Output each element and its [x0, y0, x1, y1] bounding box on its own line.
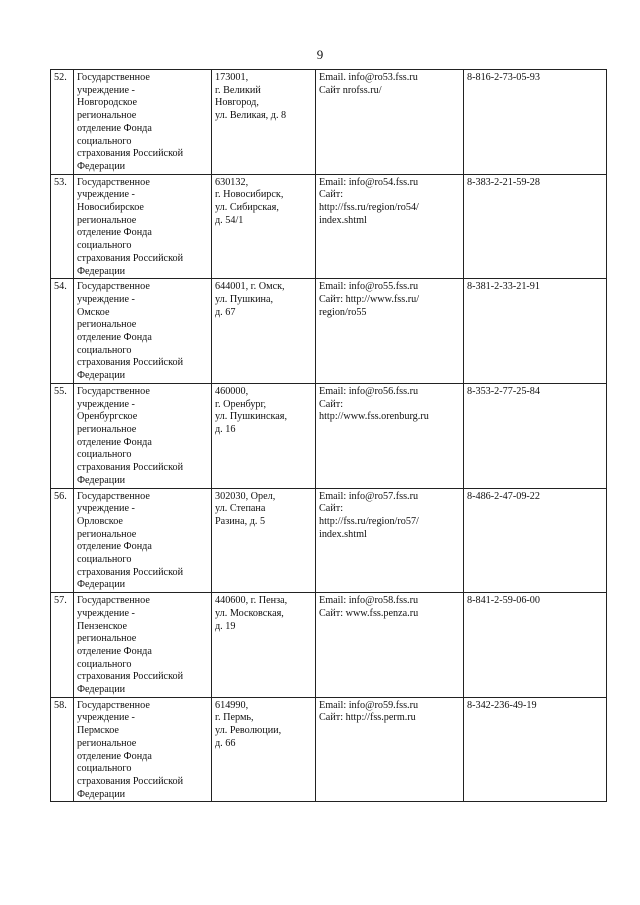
address-line: д. 16 — [215, 423, 236, 435]
organization-name-line: Государственное — [77, 281, 150, 293]
organization-name-line: Федерации — [77, 579, 126, 591]
organization-name-line: Федерации — [77, 684, 126, 696]
contact-line: Email: info@ro58.fss.ru — [319, 595, 419, 607]
address-cell — [212, 593, 316, 698]
address-line: ул. Революции, — [215, 725, 282, 737]
row-number-cell — [51, 593, 74, 698]
address-line: 614990, — [215, 699, 249, 711]
row-number: 52. — [54, 72, 67, 83]
address-cell — [212, 697, 316, 802]
organization-name-line: Государственное — [77, 385, 150, 397]
row-number: 57. — [54, 595, 67, 607]
row-number-cell — [51, 279, 74, 384]
contacts-cell — [316, 279, 464, 384]
address-line: д. 67 — [215, 306, 236, 318]
phone-number: 8-841-2-59-06-00 — [467, 595, 540, 607]
address-line: ул. Московская, — [215, 607, 284, 619]
organization-name-line: Федерации — [77, 474, 126, 486]
row-number-cell — [51, 383, 74, 488]
address-cell — [212, 279, 316, 384]
contact-line: Сайт: www.fss.penza.ru — [319, 607, 419, 619]
contact-line: Email: info@ro59.fss.ru — [319, 699, 419, 711]
address-line: ул. Пушкина, — [215, 293, 274, 305]
contact-line: http://fss.ru/region/ro54/ — [319, 202, 419, 214]
address-line: 173001, — [215, 72, 249, 83]
contact-line: Email: info@ro56.fss.ru — [319, 385, 419, 397]
organization-name-line: отделение Фонда — [77, 645, 152, 657]
table-row — [51, 383, 607, 488]
organization-name-line: социального — [77, 449, 132, 461]
organization-name-line: Омское — [77, 306, 110, 318]
address-line: г. Пермь, — [215, 712, 254, 724]
phone-number: 8-486-2-47-09-22 — [467, 490, 540, 502]
contact-line: Email: info@ro55.fss.ru — [319, 281, 419, 293]
organization-name-line: Новосибирское — [77, 202, 144, 214]
phone-number: 8-353-2-77-25-84 — [467, 385, 540, 397]
table-row — [51, 174, 607, 279]
address-line: 460000, — [215, 385, 249, 397]
organization-name-line: учреждение - — [77, 607, 135, 619]
organization-name-line: страхования Российской — [77, 671, 184, 683]
phone-cell — [464, 488, 607, 593]
contact-line: Сайт: http://www.fss.ru/ — [319, 293, 420, 305]
organization-name-line: социального — [77, 763, 132, 775]
organization-name-line: отделение Фонда — [77, 227, 152, 239]
organization-name-line: страхования Российской — [77, 357, 184, 369]
address-line: 302030, Орел, — [215, 490, 276, 502]
address-cell — [212, 488, 316, 593]
organization-name-line: Федерации — [77, 788, 126, 800]
contact-line: index.shtml — [319, 214, 367, 226]
contacts-cell — [316, 593, 464, 698]
phone-cell — [464, 70, 607, 175]
address-line: ул. Сибирская, — [215, 202, 279, 214]
organization-name-line: учреждение - — [77, 503, 135, 515]
organization-name-cell — [74, 279, 212, 384]
organization-name-line: Государственное — [77, 72, 150, 83]
organization-name-line: Федерации — [77, 370, 126, 382]
contact-line: http://www.fss.orenburg.ru — [319, 411, 429, 423]
contacts-cell — [316, 488, 464, 593]
address-line: д. 66 — [215, 737, 236, 749]
row-number: 56. — [54, 490, 67, 502]
organization-name-line: Новгородское — [77, 97, 138, 109]
organization-name-line: социального — [77, 658, 132, 670]
organization-name-line: Пензенское — [77, 620, 128, 632]
organization-name-cell — [74, 593, 212, 698]
organization-name-line: учреждение - — [77, 712, 135, 724]
phone-cell — [464, 383, 607, 488]
address-line: 440600, г. Пенза, — [215, 595, 288, 607]
address-cell — [212, 383, 316, 488]
phone-number: 8-383-2-21-59-28 — [467, 176, 540, 188]
row-number-cell — [51, 70, 74, 175]
organization-name-line: региональное — [77, 110, 137, 122]
phone-number: 8-816-2-73-05-93 — [467, 72, 540, 83]
organization-name-line: отделение Фонда — [77, 122, 152, 134]
contacts-cell — [316, 174, 464, 279]
address-line: г. Новосибирск, — [215, 189, 284, 201]
contact-line: Сайт nrofss.ru/ — [319, 84, 382, 96]
phone-cell — [464, 174, 607, 279]
organization-name-line: учреждение - — [77, 398, 135, 410]
organization-name-line: страхования Российской — [77, 566, 184, 578]
address-line: 630132, — [215, 176, 249, 188]
phone-number: 8-342-236-49-19 — [467, 699, 537, 711]
address-cell — [212, 174, 316, 279]
address-line: д. 54/1 — [215, 214, 244, 226]
address-line: г. Оренбург, — [215, 398, 267, 410]
address-cell — [212, 70, 316, 175]
address-line: 644001, г. Омск, — [215, 281, 285, 293]
organization-name-line: социального — [77, 135, 132, 147]
contacts-cell — [316, 383, 464, 488]
row-number: 54. — [54, 281, 67, 293]
phone-cell — [464, 697, 607, 802]
organization-name-line: Государственное — [77, 699, 150, 711]
address-line: Новгород, — [215, 97, 259, 109]
table-row — [51, 279, 607, 384]
phone-cell — [464, 279, 607, 384]
organization-name-line: Федерации — [77, 265, 126, 277]
address-line: ул. Пушкинская, — [215, 411, 288, 423]
page-number: 9 — [316, 47, 324, 62]
row-number: 55. — [54, 385, 67, 397]
organization-name-line: Орловское — [77, 515, 123, 527]
table-row — [51, 593, 607, 698]
organization-name-line: учреждение - — [77, 84, 135, 96]
organization-name-line: социального — [77, 344, 132, 356]
contact-line: Сайт: — [319, 398, 344, 410]
contact-line: Email: info@ro54.fss.ru — [319, 176, 419, 188]
organization-name-line: региональное — [77, 214, 137, 226]
organization-name-line: региональное — [77, 528, 137, 540]
organization-name-line: Федерации — [77, 160, 126, 172]
organization-name-line: учреждение - — [77, 293, 135, 305]
contact-line: http://fss.ru/region/ro57/ — [319, 515, 419, 527]
organization-name-line: страхования Российской — [77, 775, 184, 787]
organization-name-line: региональное — [77, 423, 137, 435]
organization-name-line: Государственное — [77, 595, 150, 607]
organization-name-cell — [74, 383, 212, 488]
phone-number: 8-381-2-33-21-91 — [467, 281, 540, 293]
organization-name-line: отделение Фонда — [77, 332, 152, 344]
organization-name-line: региональное — [77, 633, 137, 645]
organization-name-cell — [74, 174, 212, 279]
organization-name-line: социального — [77, 554, 132, 566]
contact-line: Сайт: — [319, 503, 344, 515]
row-number-cell — [51, 174, 74, 279]
table-row — [51, 697, 607, 802]
row-number-cell — [51, 488, 74, 593]
contact-line: Email: info@ro57.fss.ru — [319, 490, 419, 502]
organization-name-line: социального — [77, 240, 132, 252]
row-number: 58. — [54, 699, 67, 711]
organization-name-line: региональное — [77, 737, 137, 749]
organization-name-line: отделение Фонда — [77, 436, 152, 448]
organization-name-line: Государственное — [77, 490, 150, 502]
fss-offices-table — [50, 69, 607, 802]
contacts-cell — [316, 697, 464, 802]
organization-name-line: Оренбургское — [77, 411, 138, 423]
organization-name-line: страхования Российской — [77, 148, 184, 160]
table-row — [51, 488, 607, 593]
organization-name-line: Государственное — [77, 176, 150, 188]
organization-name-line: учреждение - — [77, 189, 135, 201]
address-line: г. Великий — [215, 84, 261, 96]
contact-line: Email. info@ro53.fss.ru — [319, 72, 418, 83]
address-line: Разина, д. 5 — [215, 515, 266, 527]
organization-name-line: отделение Фонда — [77, 541, 152, 553]
row-number: 53. — [54, 176, 67, 188]
table-row — [51, 70, 607, 175]
address-line: д. 19 — [215, 620, 236, 632]
address-line: ул. Великая, д. 8 — [215, 110, 287, 122]
contact-line: region/ro55 — [319, 306, 367, 318]
phone-cell — [464, 593, 607, 698]
contact-line: Сайт: http://fss.perm.ru — [319, 712, 416, 724]
organization-name-line: региональное — [77, 319, 137, 331]
contact-line: index.shtml — [319, 528, 367, 540]
organization-name-cell — [74, 488, 212, 593]
organization-name-cell — [74, 697, 212, 802]
row-number-cell — [51, 697, 74, 802]
organization-name-line: страхования Российской — [77, 462, 184, 474]
organization-name-line: отделение Фонда — [77, 750, 152, 762]
address-line: ул. Степана — [215, 503, 266, 515]
contact-line: Сайт: — [319, 189, 344, 201]
organization-name-line: Пермское — [77, 725, 119, 737]
organization-name-line: страхования Российской — [77, 252, 184, 264]
contacts-cell — [316, 70, 464, 175]
organization-name-cell — [74, 70, 212, 175]
